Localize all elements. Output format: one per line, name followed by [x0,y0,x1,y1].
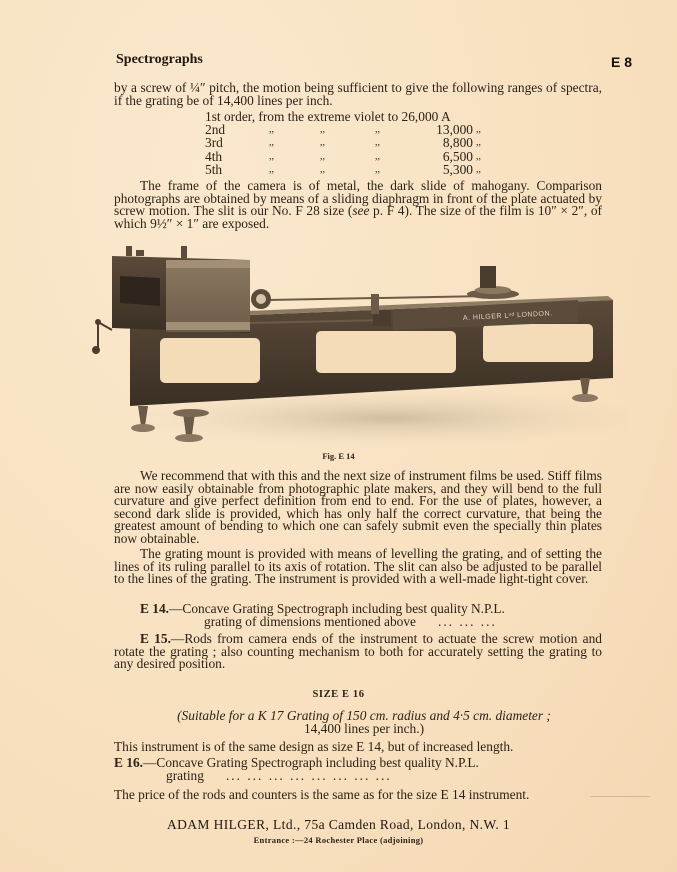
publisher-address: ADAM HILGER, Ltd., 75a Camden Road, London, N.W. 1 [166,817,511,832]
intro-paragraph [114,82,602,107]
item-code: E 15. [140,631,171,646]
spectrograph-illustration [88,238,628,453]
ditto-mark: ,, [269,137,274,149]
nameplate-text: A. HILGER Lᵛᵈ LONDON. [462,310,553,322]
ditto-mark: ,, [375,137,380,149]
item-description: —Rods from camera ends of the instrument to actuate the screw motion and rotate the grating ; also counting mechanism to both for accurately setting the grating to any desired position. [114,631,602,671]
item-description-cont: grating [166,767,204,783]
suitability-line1: (Suitable for a K 17 Grating of 150 cm. radius and 4·5 cm. diameter ; [177,708,551,723]
ditto-mark: ,, [476,163,481,175]
frame-window [483,324,593,362]
section-title: Spectrographs [116,52,203,67]
item-code: E 16. [114,755,144,770]
ditto-mark: ,, [269,150,274,162]
order-value: 8,800 [442,135,473,151]
camera-text [114,180,602,230]
grating-mount-paragraph [114,548,602,586]
page-number: E 8 [611,54,633,70]
order-row [205,150,485,163]
item-e15-text [114,633,602,671]
order-label: 2nd [205,122,226,138]
intro-text: by a screw of ¼″ pitch, the motion being sufficient to give the following ranges of spectra, if the grating be of 14,400 lines per inch. [114,80,602,108]
frame-window [160,338,260,383]
camera-text-part: The frame of the camera is of metal, the dark slide of mahogany. Comparison photographs are obtained by means of a sliding diaphragm in front of the plate actuated by screw motion. The slit is our No. F 28 size ( [114,178,602,218]
ditto-mark: ,, [375,163,380,175]
design-note-text: This instrument is of the same design as size E 14, but of increased length. [114,739,514,754]
grating-mount-text: The grating mount is provided with means of levelling the grating, and of setting the lines of its ruling parallel to its axis of rotation. The slit can also be adjusted to be parallel to the lines of the grating. The instrument is provided with a well-made light-tight cover. [114,546,602,586]
item-description: —Concave Grating Spectrograph including best quality N.P.L. [169,601,505,616]
price-note [114,789,634,802]
item-e16-line2 [114,767,602,783]
price-note-text: The price of the rods and counters is the same as for the size E 14 instrument. [114,787,530,802]
camera-text-part: p. F 4). The size of the film is 10″ × 2″, of which 9½″ × 1″ are exposed. [114,203,602,231]
suitability-line2: 14,400 lines per inch.) [303,720,425,736]
grating-holder [480,266,496,288]
ditto-mark: ,, [320,137,325,149]
order-value: 13,000 [436,122,473,138]
ditto-mark: ,, [269,163,274,175]
ditto-mark: ,, [476,137,481,149]
crank-handle [93,320,112,353]
item-e16 [114,757,602,782]
entrance-note: Entrance :—24 Rochester Place (adjoining) [253,835,424,845]
ink-smudge [590,796,650,797]
order-value: 6,500 [442,148,473,164]
order-row [205,163,485,176]
item-description-cont: grating of dimensions mentioned above [204,613,416,629]
camera-body [166,260,250,332]
ditto-mark: ,, [476,124,481,136]
ditto-mark: ,, [320,150,325,162]
item-e14-line2 [114,613,602,629]
leader-dots: ... ... ... [437,613,497,629]
ditto-mark: ,, [375,150,380,162]
ditto-mark: ,, [375,124,380,136]
ditto-mark: ,, [320,163,325,175]
films-text: We recommend that with this and the next size of instrument films be used. Stiff films are now easily obtainable from photographic plate makers, and they will bend to the full curvature and give perfect definition from end to end. For the use of plates, however, a second dark slide is provided, which has only half the correct curvature, that being the greatest amount of bending to which one can safely submit even the specially thin plates now obtainable. [114,468,602,546]
ditto-mark: ,, [320,124,325,136]
films-paragraph [114,470,602,545]
order-value: 5,300 [442,161,473,177]
item-code: E 14. [140,601,170,616]
item-e15 [114,633,602,671]
suitability-note [114,710,614,735]
order-label: 5th [205,161,223,177]
frame-window [316,331,456,373]
order-label: 4th [205,148,223,164]
order-first-text: 1st order, from the extreme violet to 26,000 A [205,109,451,124]
order-row [205,136,485,149]
ditto-mark: ,, [269,124,274,136]
leader-dots: ... ... ... ... ... ... ... ... [225,767,392,783]
figure-caption: Fig. E 14 [322,451,355,461]
size-heading: SIZE E 16 [312,689,365,700]
item-e14 [114,603,602,628]
order-label: 3rd [205,135,223,151]
item-description: —Concave Grating Spectrograph including best quality N.P.L. [143,755,479,770]
dark-slide [120,276,160,306]
design-note [114,741,634,754]
spectrum-orders-table [205,110,485,176]
ditto-mark: ,, [476,150,481,162]
camera-paragraph [114,180,602,230]
see-reference: see [352,203,370,218]
